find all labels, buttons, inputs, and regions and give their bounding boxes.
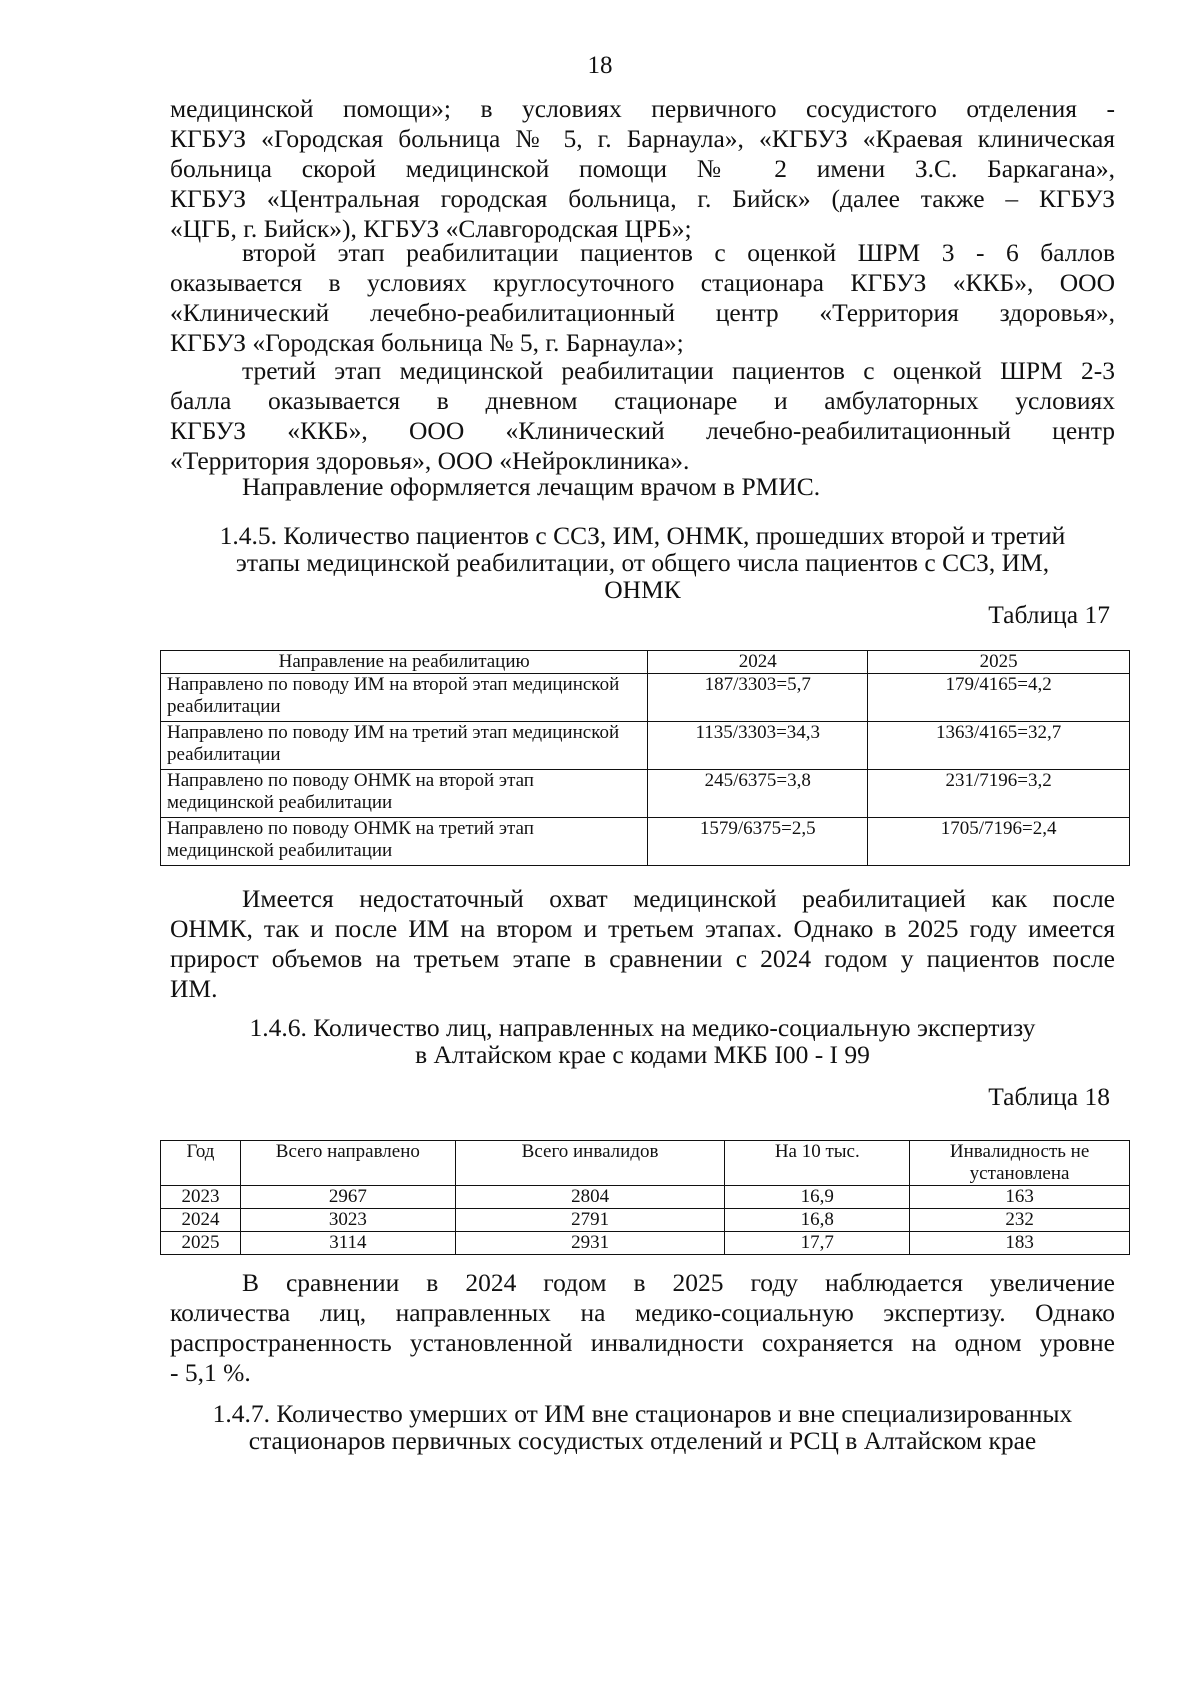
conclusion-146 — [170, 1268, 1115, 1388]
heading-line: 1.4.7. Количество умерших от ИМ вне стационаров и вне специализированных — [212, 1399, 1073, 1428]
section-heading-145 — [160, 522, 1125, 603]
table-cell: 2931 — [455, 1232, 725, 1255]
text-line: «Клинический лечебно-реабилитационный центр «Территория здоровья», — [170, 298, 1115, 327]
heading-line: в Алтайском крае с кодами МКБ I00 - I 99 — [415, 1040, 870, 1069]
text-line: Направление оформляется лечащим врачом в РМИС. — [242, 472, 821, 501]
table-cell: 1579/6375=2,5 — [648, 818, 868, 866]
text-line: третий этап медицинской реабилитации пациентов с оценкой ШРМ 2-3 — [242, 356, 1115, 385]
text-line: больница скорой медицинской помощи № 2 имени З.С. Баркагана», — [170, 154, 1115, 183]
table-cell: 183 — [910, 1232, 1130, 1255]
text-line: - 5,1 %. — [170, 1358, 251, 1387]
text-line: КГБУЗ «Городская больница № 5, г. Барнаула», «КГБУЗ «Краевая клиническая — [170, 124, 1115, 153]
text-line: КГБУЗ «Городская больница № 5, г. Барнаула»; — [170, 328, 684, 357]
column-header: 2025 — [868, 651, 1130, 674]
table-cell: 231/7196=3,2 — [868, 770, 1130, 818]
intro-paragraph — [170, 94, 1115, 244]
table-cell: Направлено по поводу ИМ на второй этап медицинской реабилитации — [161, 674, 648, 722]
text-line: ИМ. — [170, 974, 218, 1003]
table-cell: 17,7 — [725, 1232, 910, 1255]
table-cell: 16,9 — [725, 1186, 910, 1209]
text-line: оказывается в условиях круглосуточного стационара КГБУЗ «ККБ», ООО — [170, 268, 1115, 297]
table-row — [161, 674, 1130, 722]
text-line: Имеется недостаточный охват медицинской реабилитацией как после — [242, 884, 1115, 913]
page-number: 18 — [587, 52, 613, 79]
table-row — [161, 1209, 1130, 1232]
table-cell: 2023 — [161, 1186, 241, 1209]
table-17-label: Таблица 17 — [988, 600, 1110, 629]
referral-note — [170, 472, 1115, 502]
heading-line: ОНМК — [604, 575, 681, 604]
table-cell: 3023 — [240, 1209, 455, 1232]
heading-line: 1.4.6. Количество лиц, направленных на медико-социальную экспертизу — [249, 1013, 1036, 1042]
table-cell: 1363/4165=32,7 — [868, 722, 1130, 770]
table-cell: 2804 — [455, 1186, 725, 1209]
table-cell: 2967 — [240, 1186, 455, 1209]
section-heading-147 — [160, 1400, 1125, 1454]
text-line: КГБУЗ «Центральная городская больница, г. Бийск» (далее также – КГБУЗ — [170, 184, 1115, 213]
text-line: распространенность установленной инвалидности сохраняется на одном уровне — [170, 1328, 1115, 1357]
table-cell: 245/6375=3,8 — [648, 770, 868, 818]
column-header: Год — [161, 1141, 241, 1186]
table-row — [161, 1186, 1130, 1209]
stage2-paragraph — [170, 238, 1115, 358]
heading-line: стационаров первичных сосудистых отделений и РСЦ в Алтайском крае — [248, 1426, 1037, 1455]
table-header-row — [161, 1141, 1130, 1186]
column-header: Направление на реабилитацию — [161, 651, 648, 674]
table-cell: 16,8 — [725, 1209, 910, 1232]
conclusion-145 — [170, 884, 1115, 1004]
table-cell: 163 — [910, 1186, 1130, 1209]
table-18 — [160, 1140, 1130, 1255]
table-cell: Направлено по поводу ИМ на третий этап медицинской реабилитации — [161, 722, 648, 770]
text-line: второй этап реабилитации пациентов с оценкой ШРМ 3 - 6 баллов — [242, 238, 1115, 267]
text-line: количества лиц, направленных на медико-социальную экспертизу. Однако — [170, 1298, 1115, 1327]
table-cell: Направлено по поводу ОНМК на третий этап медицинской реабилитации — [161, 818, 648, 866]
table-cell: 2791 — [455, 1209, 725, 1232]
column-header: Всего инвалидов — [455, 1141, 725, 1186]
text-line: В сравнении в 2024 годом в 2025 году наблюдается увеличение — [242, 1268, 1115, 1297]
table-row — [161, 770, 1130, 818]
table-18-label: Таблица 18 — [988, 1082, 1110, 1111]
table-cell: 3114 — [240, 1232, 455, 1255]
table-cell: 1705/7196=2,4 — [868, 818, 1130, 866]
text-line: балла оказывается в дневном стационаре и амбулаторных условиях — [170, 386, 1115, 415]
table-cell: 2025 — [161, 1232, 241, 1255]
table-17 — [160, 650, 1130, 866]
section-heading-146 — [160, 1014, 1125, 1068]
table-row — [161, 818, 1130, 866]
heading-line: этапы медицинской реабилитации, от общего числа пациентов с ССЗ, ИМ, — [235, 548, 1050, 577]
table-cell: Направлено по поводу ОНМК на второй этап медицинской реабилитации — [161, 770, 648, 818]
column-header: На 10 тыс. — [725, 1141, 910, 1186]
text-line: прирост объемов на третьем этапе в сравнении с 2024 годом у пациентов после — [170, 944, 1115, 973]
table-cell: 1135/3303=34,3 — [648, 722, 868, 770]
text-line: медицинской помощи»; в условиях первичного сосудистого отделения - — [170, 94, 1115, 123]
column-header: Всего направлено — [240, 1141, 455, 1186]
text-line: КГБУЗ «ККБ», ООО «Клинический лечебно-реабилитационный центр — [170, 416, 1115, 445]
table-header-row — [161, 651, 1130, 674]
table-cell: 232 — [910, 1209, 1130, 1232]
text-line: «Территория здоровья», ООО «Нейроклиника». — [170, 446, 690, 475]
table-cell: 2024 — [161, 1209, 241, 1232]
stage3-paragraph — [170, 356, 1115, 476]
table-cell: 187/3303=5,7 — [648, 674, 868, 722]
text-line: «ЦГБ, г. Бийск»), КГБУЗ «Славгородская ЦРБ»; — [170, 214, 692, 243]
table-row — [161, 722, 1130, 770]
column-header: 2024 — [648, 651, 868, 674]
text-line: ОНМК, так и после ИМ на втором и третьем этапах. Однако в 2025 году имеется — [170, 914, 1115, 943]
column-header: Инвалидность не установлена — [910, 1141, 1130, 1186]
table-cell: 179/4165=4,2 — [868, 674, 1130, 722]
table-row — [161, 1232, 1130, 1255]
heading-line: 1.4.5. Количество пациентов с ССЗ, ИМ, ОНМК, прошедших второй и третий — [219, 521, 1066, 550]
